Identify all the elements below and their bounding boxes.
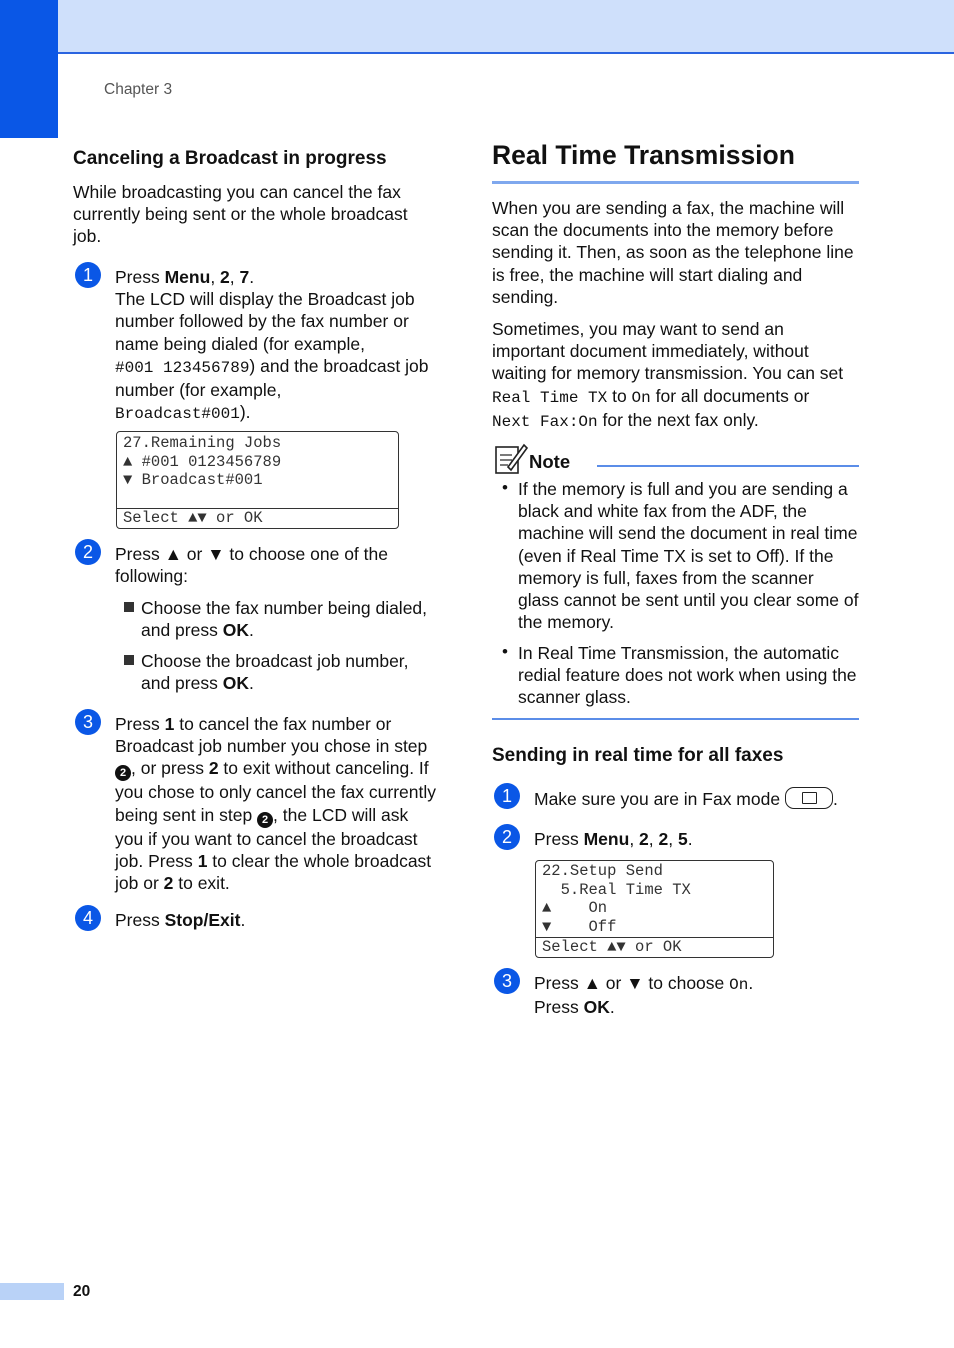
lcd-line: ▼ Off (542, 917, 617, 936)
note-icon (494, 441, 528, 475)
bullet-item (141, 650, 441, 694)
lcd-line: 5.Real Time TX (542, 880, 691, 899)
key: 7 (239, 267, 250, 287)
example-code: Broadcast#001 (115, 405, 240, 424)
note-label: Note (529, 451, 571, 472)
section-heading: Canceling a Broadcast in progress (73, 148, 387, 169)
step-1-text (115, 266, 445, 425)
separator: , (629, 829, 640, 849)
paragraph-2 (492, 318, 859, 433)
stop-exit-key: Stop/Exit (164, 910, 241, 930)
step-text: Press (534, 829, 584, 849)
lcd-select-line: Select ▲▼ or OK (536, 937, 773, 957)
step-text: Make sure you are in Fax mode (534, 789, 781, 809)
chapter-label: Chapter 3 (104, 81, 173, 98)
bullet-dot: • (502, 478, 508, 497)
key: 2 (639, 829, 649, 849)
note-divider-bottom (492, 718, 859, 720)
step-3-text (534, 972, 864, 1018)
step-text: Press (115, 714, 165, 734)
paragraph-text: Sometimes, you may want to send an important document immediately, without waiting for memory transmission. You can set (492, 319, 844, 384)
lcd-line: ▼ Broadcast#001 (123, 471, 263, 489)
step-2-badge: 2 (494, 824, 520, 850)
fax-mode-icon (785, 787, 833, 809)
step-text: to exit. (173, 873, 230, 894)
period: . (240, 910, 246, 930)
step-4-text (115, 909, 445, 931)
step-reference: 2 (257, 812, 273, 828)
step-description: ) and the broadcast job number (for example, (115, 355, 429, 401)
ok-key: OK (222, 673, 249, 694)
setting-value: Next Fax:On (492, 412, 598, 431)
menu-key: Menu (583, 829, 630, 849)
separator: , (210, 267, 221, 287)
page-number: 20 (73, 1283, 91, 1300)
step-text: , the LCD will ask you if you want to cancel the broadcast job. Press (115, 804, 418, 871)
step-text: to clear the whole broadcast job or (115, 850, 432, 894)
step-2-badge: 2 (75, 539, 101, 565)
period: . (248, 673, 254, 694)
step-3-badge: 3 (494, 968, 520, 994)
lcd-display (535, 860, 774, 958)
page-number-bar (0, 1283, 64, 1300)
note-divider-top (597, 465, 859, 467)
note-item-2: In Real Time Transmission, the automatic redial feature does not work when using the scanner glass. (518, 643, 857, 708)
paragraph-text: for the next fax only. (597, 409, 759, 430)
step-text: to cancel the fax number or Broadcast job number you chose in step (115, 714, 428, 757)
lcd-line: 27.Remaining Jobs (123, 434, 282, 452)
square-bullet (124, 655, 134, 665)
menu-key: Menu (164, 267, 211, 287)
step-2-text: Press ▲ or ▼ to choose one of the following: (115, 544, 388, 587)
lcd-select-line: Select ▲▼ or OK (117, 508, 398, 528)
step-1-badge: 1 (75, 262, 101, 288)
key: 1 (164, 714, 175, 734)
paragraph-text: to (607, 385, 632, 406)
period: . (832, 789, 838, 809)
bullet-item (141, 597, 441, 641)
step-2-text (534, 828, 864, 850)
step-1-text (534, 787, 864, 810)
intro-paragraph: While broadcasting you can cancel the fax currently being sent or the whole broadcast job. (73, 182, 408, 247)
setting-value: On (729, 976, 749, 994)
lcd-line: ▲ #001 0123456789 (123, 452, 282, 471)
bullet-text: Choose the broadcast job number, and press (141, 651, 409, 694)
bullet-text: Choose the fax number being dialed, and press (141, 598, 428, 641)
period: . (248, 620, 254, 641)
note-item-1: If the memory is full and you are sending a black and white fax from the ADF, the machine will send the document in real time (even if Real Time TX is set to Off). If the memory is full, faxes from the scanner glass cannot be sent until you clear some of the memory. (518, 479, 859, 633)
setting-name: Real Time TX (492, 388, 608, 407)
step-text: Press (115, 910, 165, 930)
lcd-line: ▲ On (542, 899, 608, 917)
example-code: #001 123456789 (115, 358, 250, 377)
step-text: to exit without canceling. If you chose to only cancel the fax currently being sent in step (115, 758, 437, 825)
lcd-line: 22.Setup Send (542, 862, 663, 880)
key: 5 (677, 829, 688, 849)
ok-key: OK (222, 620, 249, 641)
step-reference: 2 (115, 765, 131, 781)
step-description: The LCD will display the Broadcast job number followed by the fax number or name being dialed (for example, (115, 289, 415, 354)
step-description: ). (239, 402, 251, 423)
subsection-heading: Sending in real time for all faxes (492, 745, 784, 766)
ok-key: OK (583, 997, 610, 1018)
chapter-tab (0, 0, 58, 138)
step-3-badge: 3 (75, 709, 101, 735)
period: . (748, 973, 754, 993)
lcd-display (116, 431, 399, 529)
step-3-text (115, 713, 441, 894)
title-underline (492, 181, 859, 184)
key: 2 (163, 873, 174, 894)
step-text: Press (115, 267, 165, 287)
separator: , (648, 829, 659, 849)
separator: , (229, 267, 240, 287)
period: . (609, 997, 615, 1018)
square-bullet (124, 602, 134, 612)
separator: , (668, 829, 678, 849)
bullet-dot: • (502, 642, 508, 661)
step-1-badge: 1 (494, 783, 520, 809)
period: . (249, 267, 255, 287)
key: 2 (658, 829, 669, 849)
key: 2 (220, 267, 230, 287)
period: . (687, 829, 693, 849)
paragraph-1: When you are sending a fax, the machine will scan the documents into the memory before sending it. Then, as soon as the telephone line is free, the machine will start dialing and sending. (492, 198, 854, 307)
step-text: Press ▲ or ▼ to choose (534, 973, 730, 993)
key: 2 (208, 758, 219, 779)
section-title: Real Time Transmission (492, 140, 795, 170)
paragraph-text: for all documents or (650, 385, 810, 406)
header-band (0, 0, 954, 54)
step-4-badge: 4 (75, 905, 101, 931)
step-text: , or press (131, 758, 209, 779)
setting-value: On (631, 388, 651, 407)
step-text: Press (534, 997, 584, 1018)
key: 1 (197, 850, 208, 871)
